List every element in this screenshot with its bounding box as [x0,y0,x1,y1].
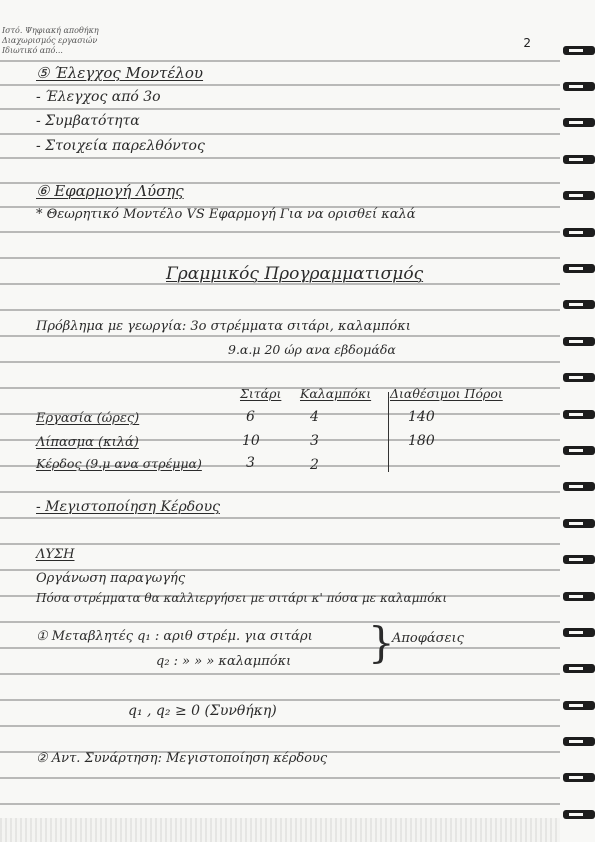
section-6-note: * Θεωρητικό Μοντέλο VS Εφαρμογή Για να ορισθεί καλά [36,207,416,222]
table-header-corn: Καλαμπόκι [300,386,372,401]
solution-label: ΛΥΣΗ [36,547,75,562]
section-5-title: ⑤ Έλεγχος Μοντέλου [36,64,204,82]
problem-statement: Πρόβλημα με γεωργία: 3ο στρέμματα σιτάρι, καλαμπόκι [36,319,411,334]
table-row-label: Εργασία (ώρες) [36,411,140,426]
table-cell: 4 [310,409,319,425]
spiral-binding [561,0,595,842]
table-row-label: Κέρδος (9.μ ανα στρέμμα) [36,456,202,471]
objective-line: - Μεγιστοποίηση Κέρδους [36,499,220,515]
section-5-item: - Συμβατότητα [36,113,140,129]
decisions-note: Αποφάσεις [392,631,464,646]
problem-units: 9.α.μ 20 ώρ ανα εβδομάδα [228,342,396,357]
solution-question: Πόσα στρέμματα θα καλλιεργήσει με σιτάρι κ' πόσα με καλαμπόκι [36,591,448,605]
table-cell: 3 [246,455,255,471]
table-cell: 140 [408,409,435,425]
brace-symbol: } [368,618,395,667]
non-negativity-constraint: q₁ , q₂ ≥ 0 (Συνθήκη) [128,703,277,719]
step-1-variables: ① Μεταβλητές q₁ : αριθ στρέμ. για σιτάρι [36,629,313,644]
table-cell: 6 [246,409,255,425]
section-5-item: - Έλεγχος από 3ο [36,89,161,105]
table-cell: 2 [310,457,319,473]
archive-stamp [2,26,130,56]
page-number: 2 [523,36,531,50]
section-5-item: - Στοιχεία παρελθόντος [36,138,205,154]
stamp-line: Ιστό. Ψηφιακή αποθήκη [2,26,99,35]
table-header-wheat: Σιτάρι [240,386,282,401]
table-header-resources: Διαθέσιμοι Πόροι [390,386,503,401]
stamp-line: Διαχωρισμός εργασιών [2,36,98,45]
table-cell: 3 [310,433,319,449]
step-1-variable-2: q₂ : » » » καλαμπόκι [156,654,292,669]
section-6-title: ⑥ Εφαρμογή Λύσης [36,182,184,200]
table-row-label: Λίπασμα (κιλά) [36,435,139,450]
solution-subtitle: Οργάνωση παραγωγής [36,571,186,586]
table-divider [388,392,389,472]
scan-edge-texture [0,818,560,842]
lp-heading: Γραμμικός Προγραμματισμός [166,264,424,284]
table-cell: 180 [408,433,435,449]
table-cell: 10 [242,433,260,449]
stamp-line: Ιδιωτικό από... [2,46,63,55]
step-2-objective: ② Αντ. Συνάρτηση: Μεγιστοποίηση κέρδους [36,751,328,766]
